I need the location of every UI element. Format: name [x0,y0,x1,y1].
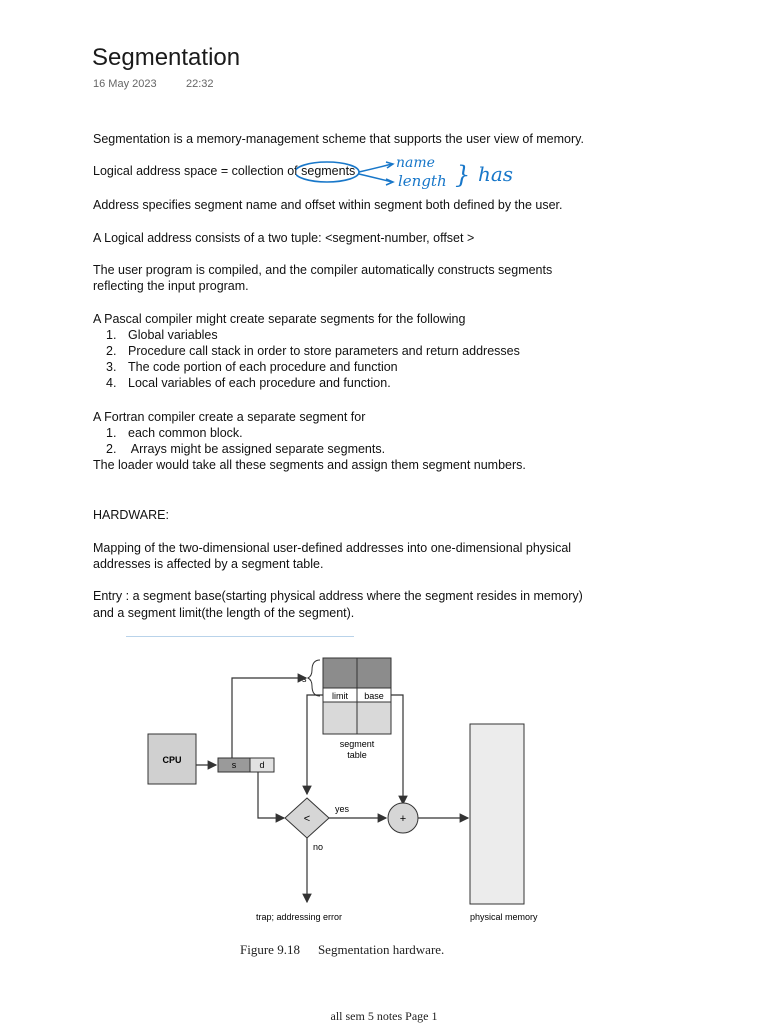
annotation-name: name [396,155,435,171]
segment-table-top-right [357,658,391,688]
adder-label: + [399,813,407,825]
address-s-label: s [231,760,237,770]
paragraph-mapping-1: Mapping of the two-dimensional user-defined addresses into one-dimensional physical [93,541,572,555]
paragraph-definition: Segmentation is a memory-management scheme that supports the user view of memory. [93,132,584,146]
s-index-label: s [302,674,307,684]
pascal-item-text: Global variables [128,328,218,342]
page-title: Segmentation [92,44,241,71]
segmentation-hardware-diagram [130,652,570,932]
paragraph-compiler-1: The user program is compiled, and the compiler automatically constructs segments [93,263,553,277]
fortran-item-text: each common block. [128,426,243,440]
page-footer: all sem 5 notes Page 1 [330,1009,438,1023]
base-label: base [364,691,384,701]
address-d-label: d [259,760,265,770]
segment-table-label-1: segment [339,739,375,749]
pascal-item-number: 4. [106,376,117,390]
pascal-intro: A Pascal compiler might create separate segments for the following [93,312,466,326]
fortran-intro: A Fortran compiler create a separate segment for [93,410,366,424]
segment-table-bottom-left [323,702,357,734]
figure-caption [240,942,444,958]
s-brace [308,660,320,696]
paragraph-tuple: A Logical address consists of a two tuple: <segment-number, offset > [93,231,475,245]
hardware-heading: HARDWARE: [93,508,169,522]
pascal-item-number: 2. [106,344,117,358]
pascal-item-text: The code portion of each procedure and function [128,360,398,374]
segment-table-bottom-right [357,702,391,734]
paragraph-entry-1: Entry : a segment base(starting physical address where the segment resides in memory) [93,589,583,603]
no-label: no [313,842,324,852]
pascal-item-number: 3. [106,360,117,374]
segment-table-top-left [323,658,357,688]
trap-label: trap; addressing error [256,912,343,922]
note-time: 22:32 [186,78,214,90]
physical-memory-box [470,724,524,904]
fortran-item-text: Arrays might be assigned separate segments. [128,442,386,456]
cpu-label: CPU [162,755,182,765]
fortran-item-number: 1. [106,426,117,440]
paragraph-mapping-2: addresses is affected by a segment table. [93,557,324,571]
figure-caption-text: Segmentation hardware. [317,942,445,957]
limit-label: limit [332,691,348,701]
paragraph-logical-space: Logical address space = collection of segments [93,164,356,178]
pascal-item-text: Local variables of each procedure and function. [128,376,391,390]
annotation-has: has [478,162,514,186]
paragraph-compiler-2: reflecting the input program. [93,279,249,293]
paragraph-entry-2: and a segment limit(the length of the segment). [93,606,355,620]
paragraph-address: Address specifies segment name and offset within segment both defined by the user. [93,198,563,212]
pascal-item-text: Procedure call stack in order to store parameters and return addresses [128,344,520,358]
divider-line [126,636,354,637]
segment-table-label-2: table [347,750,367,760]
pascal-item-number: 1. [106,328,117,342]
paragraph-loader: The loader would take all these segments and assign them segment numbers. [93,458,526,472]
figure-number: Figure 9.18 [240,942,300,957]
note-date: 16 May 2023 [93,78,157,90]
annotation-length: length [398,172,447,190]
yes-label: yes [335,804,350,814]
physical-memory-label: physical memory [470,912,538,922]
fortran-item-number: 2. [106,442,117,456]
annotation-brace: } [455,161,471,189]
compare-label: < [303,813,311,825]
